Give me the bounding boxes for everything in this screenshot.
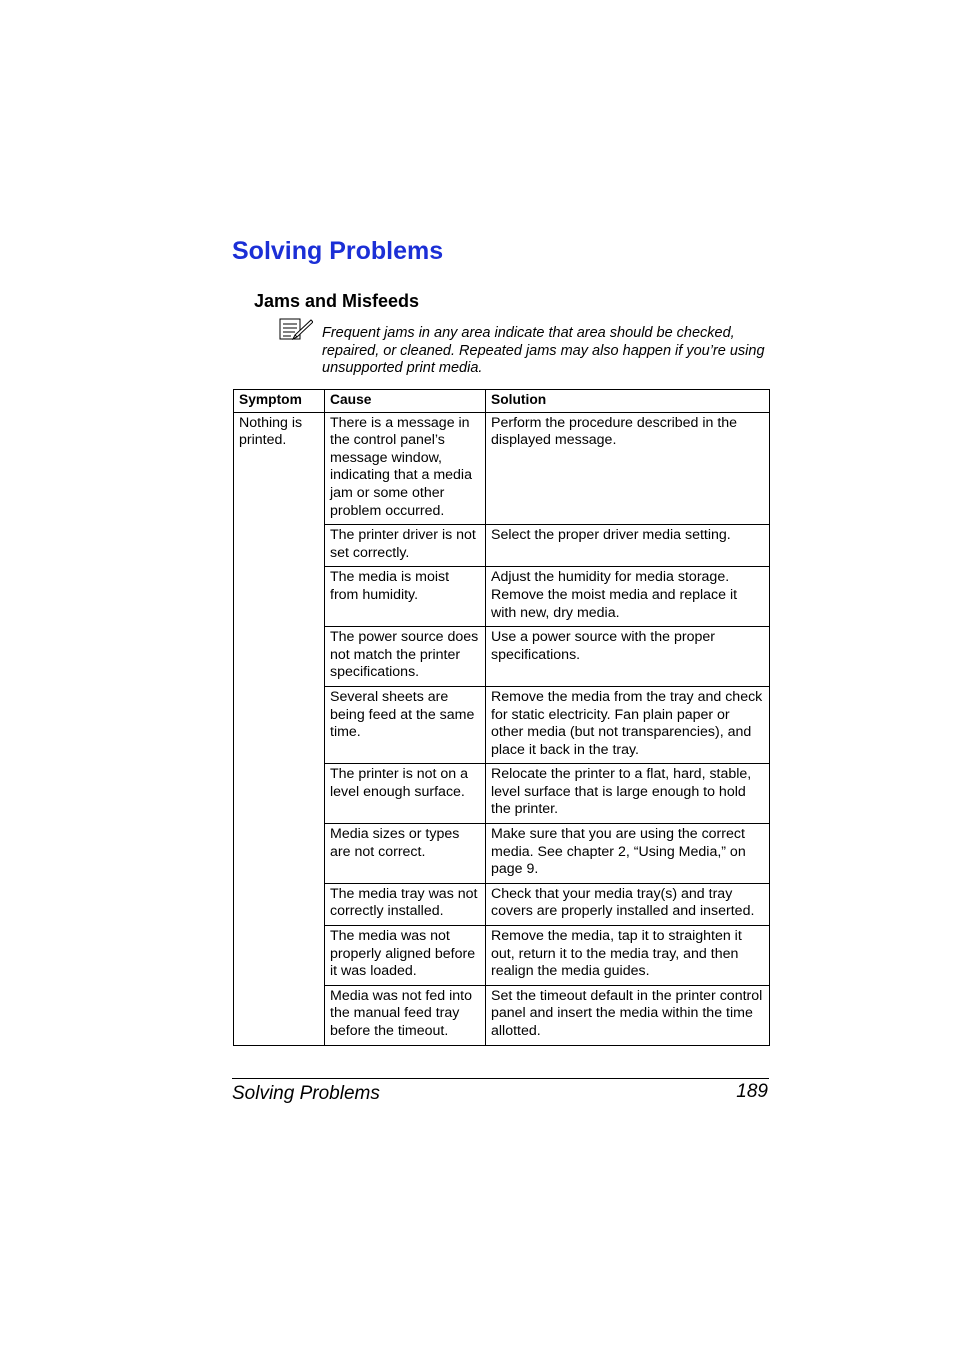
troubleshooting-table bbox=[233, 389, 770, 1046]
page-number: 189 bbox=[736, 1081, 768, 1102]
cause-cell: There is a message in the control panel’s message window, indicating that a media jam or some other problem occurred. bbox=[325, 412, 486, 525]
solution-cell: Use a power source with the proper specifications. bbox=[486, 627, 770, 687]
note-pencil-icon bbox=[279, 318, 313, 340]
solution-cell: Adjust the humidity for media storage. Remove the moist media and replace it with new, dry media. bbox=[486, 567, 770, 627]
cause-cell: Media was not fed into the manual feed tray before the timeout. bbox=[325, 985, 486, 1045]
footer-section-title: Solving Problems bbox=[232, 1083, 380, 1104]
solution-cell: Remove the media, tap it to straighten it out, return it to the media tray, and then realign the media guides. bbox=[486, 926, 770, 986]
cause-cell: The media was not properly aligned before it was loaded. bbox=[325, 926, 486, 986]
cause-cell: The printer driver is not set correctly. bbox=[325, 525, 486, 567]
solution-cell: Perform the procedure described in the displayed message. bbox=[486, 412, 770, 525]
cause-cell: The printer is not on a level enough surface. bbox=[325, 764, 486, 824]
table-header-row bbox=[234, 390, 770, 413]
solution-cell: Relocate the printer to a flat, hard, stable, level surface that is large enough to hold the printer. bbox=[486, 764, 770, 824]
cause-cell: Media sizes or types are not correct. bbox=[325, 824, 486, 884]
symptom-cell: Nothing is printed. bbox=[234, 412, 325, 1045]
header-solution: Solution bbox=[486, 390, 770, 413]
solution-cell: Make sure that you are using the correct media. See chapter 2, “Using Media,” on page 9. bbox=[486, 824, 770, 884]
page-title: Solving Problems bbox=[232, 237, 444, 265]
cause-cell: The media tray was not correctly installed. bbox=[325, 883, 486, 925]
cause-cell: Several sheets are being feed at the same time. bbox=[325, 686, 486, 763]
cause-cell: The media is moist from humidity. bbox=[325, 567, 486, 627]
solution-cell: Select the proper driver media setting. bbox=[486, 525, 770, 567]
cause-cell: The power source does not match the printer specifications. bbox=[325, 627, 486, 687]
section-heading: Jams and Misfeeds bbox=[254, 291, 420, 311]
solution-cell: Check that your media tray(s) and tray covers are properly installed and inserted. bbox=[486, 883, 770, 925]
header-cause: Cause bbox=[325, 390, 486, 413]
note-text: Frequent jams in any area indicate that area should be checked, repaired, or cleaned. Repeated jams may also happen if you’re using unsupported print media. bbox=[322, 325, 765, 377]
header-symptom: Symptom bbox=[234, 390, 325, 413]
solution-cell: Remove the media from the tray and check for static electricity. Fan plain paper or other media (but not transparencies), and place it back in the tray. bbox=[486, 686, 770, 763]
table-row bbox=[234, 412, 770, 525]
footer-divider bbox=[232, 1078, 769, 1079]
solution-cell: Set the timeout default in the printer control panel and insert the media within the time allotted. bbox=[486, 985, 770, 1045]
